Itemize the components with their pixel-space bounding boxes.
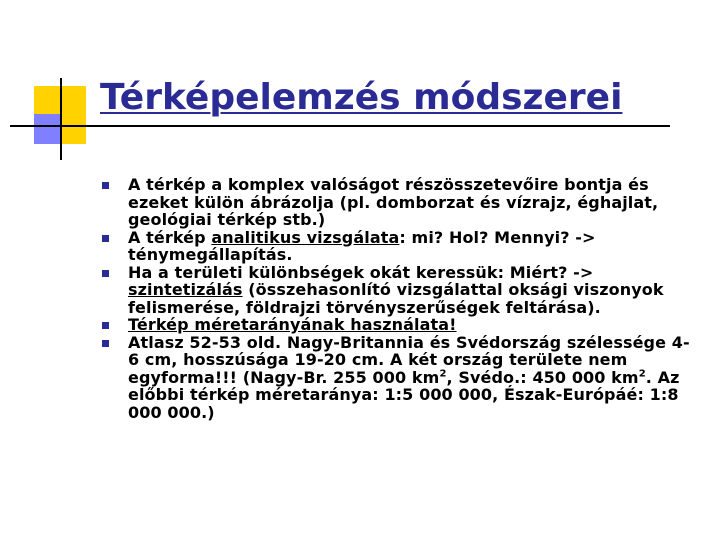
- decorative-horizontal-line: [10, 125, 670, 127]
- bullet-2-text-after: : mi? Hol? Mennyi? -> ténymegállapítás.: [128, 227, 596, 264]
- decorative-vertical-line: [60, 78, 62, 160]
- decorative-blue-square: [34, 114, 62, 144]
- bullet-item-3: [100, 264, 700, 317]
- bullet-item-2: [100, 229, 700, 264]
- bullet-5-superscript-1: 2: [439, 368, 447, 380]
- bullet-5-text-part3: . Az előbbi térkép méretaránya: 1:5 000 000, Észak-Európáé: 1:8 000 000.): [128, 367, 680, 422]
- bullet-item-4: [100, 316, 700, 334]
- bullet-item-5: [100, 334, 700, 422]
- bullet-5-text-part2: , Svédo.: 450 000 km: [446, 367, 639, 387]
- bullet-square-icon: [102, 340, 109, 347]
- slide-title: Térképelemzés módszerei: [100, 77, 623, 118]
- bullet-3-text-before: Ha a területi különbségek okát keressük: Miért? ->: [128, 262, 594, 282]
- bullet-5-text-part1: Atlasz 52-53 old. Nagy-Britannia és Svédország szélessége 4-6 cm, hosszúsága 19-20 cm. A két ország területe nem egyforma!!! (Nagy-Br. 255 000 km: [128, 332, 690, 387]
- bullet-3-text-after: (összehasonlító vizsgálattal oksági viszonyok felismerése, földrajzi törvényszerűségek feltárása).: [128, 280, 664, 317]
- bullet-list: [100, 176, 700, 421]
- bullet-1-text: A térkép a komplex valóságot részösszetevőire bontja és ezeket külön ábrázolja (pl. domborzat és vízrajz, éghajlat, geológiai térkép stb.): [128, 175, 659, 229]
- bullet-2-text-before: A térkép: [128, 227, 212, 247]
- bullet-square-icon: [102, 235, 109, 242]
- bullet-square-icon: [102, 182, 109, 189]
- bullet-5-superscript-2: 2: [638, 368, 646, 380]
- bullet-2-underlined-term: analitikus vizsgálata: [211, 227, 400, 247]
- bullet-3-underlined-term: szintetizálás: [128, 280, 243, 299]
- bullet-item-1: [100, 176, 700, 229]
- bullet-4-underlined-text: Térkép méretarányának használata!: [128, 315, 457, 334]
- bullet-square-icon: [102, 322, 109, 329]
- bullet-square-icon: [102, 270, 109, 277]
